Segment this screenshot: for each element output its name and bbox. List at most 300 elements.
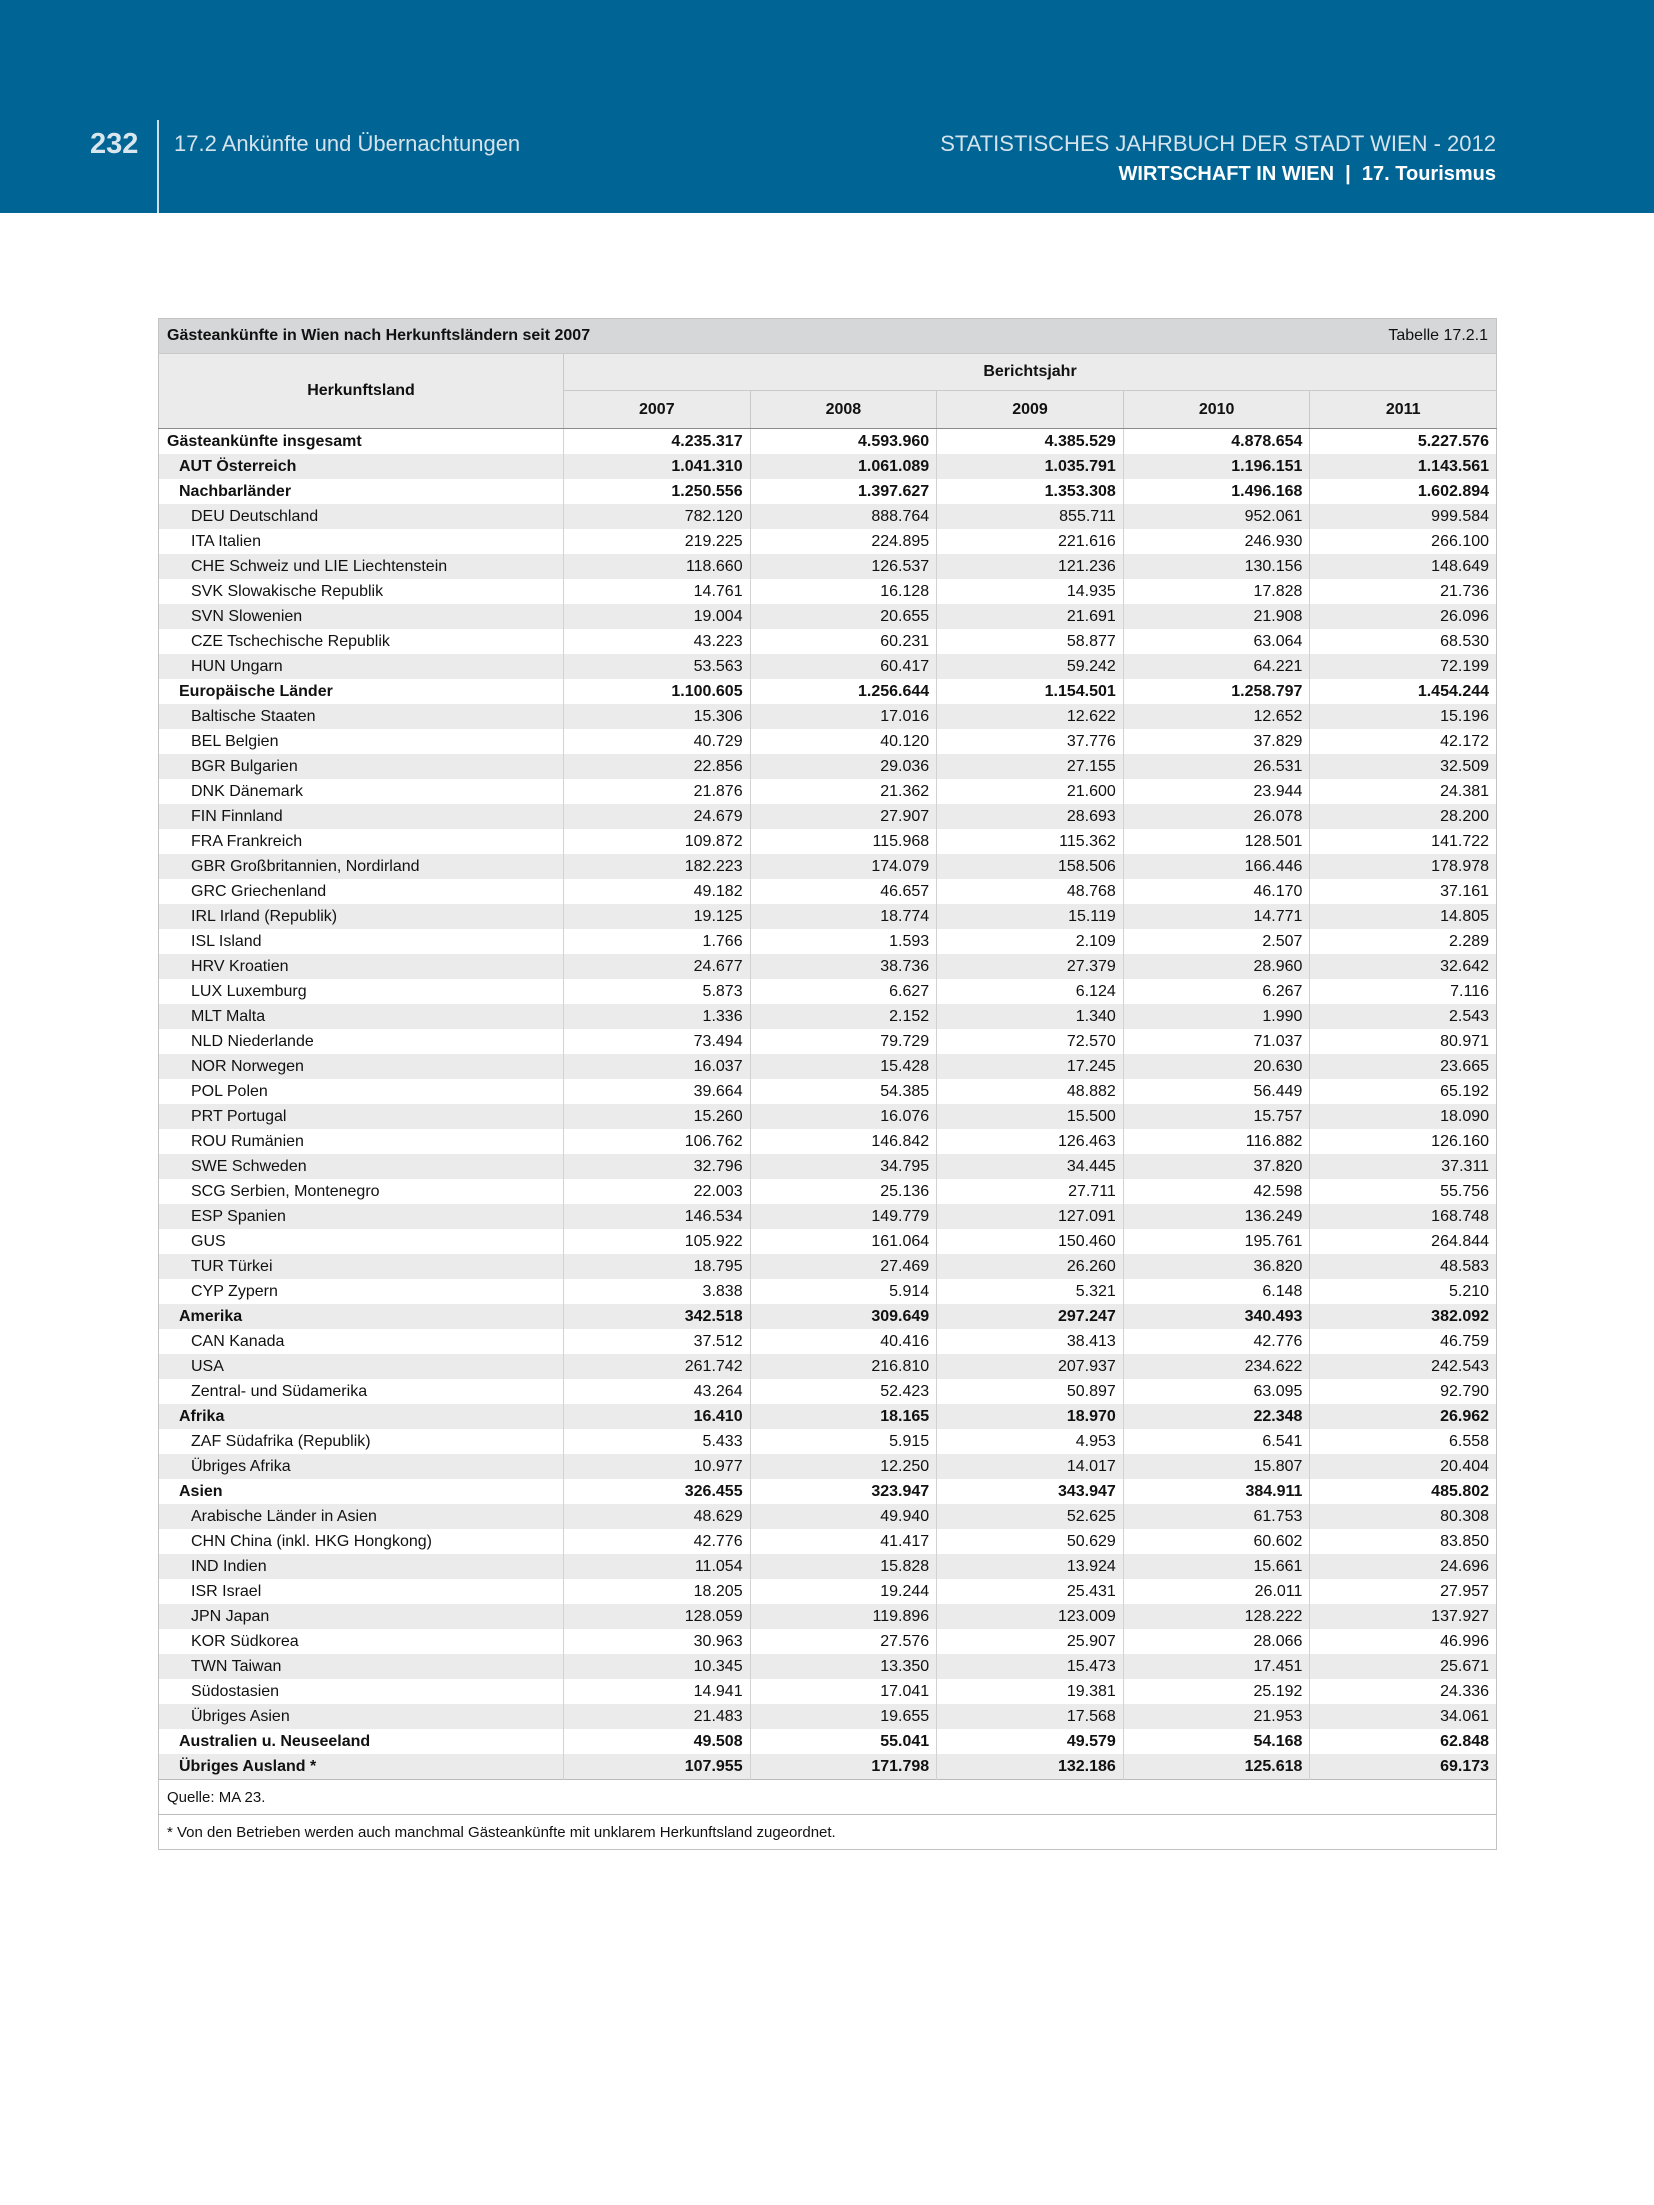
cell-value: 171.798 bbox=[750, 1754, 937, 1780]
cell-value: 309.649 bbox=[750, 1304, 937, 1329]
cell-value: 34.795 bbox=[750, 1154, 937, 1179]
footnote: * Von den Betrieben werden auch manchmal Gästeankünfte mit unklarem Herkunftsland zugeordnet. bbox=[159, 1815, 1497, 1850]
cell-value: 15.500 bbox=[937, 1104, 1124, 1129]
row-label: TWN Taiwan bbox=[159, 1654, 564, 1679]
cell-value: 37.829 bbox=[1123, 729, 1310, 754]
cell-value: 1.353.308 bbox=[937, 479, 1124, 504]
cell-value: 26.962 bbox=[1310, 1404, 1497, 1429]
row-label: ESP Spanien bbox=[159, 1204, 564, 1229]
row-label: LUX Luxemburg bbox=[191, 983, 307, 1000]
cell-value: 29.036 bbox=[750, 754, 937, 779]
cell-value: 146.842 bbox=[750, 1129, 937, 1154]
cell-value: 50.629 bbox=[937, 1529, 1124, 1554]
cell-value: 340.493 bbox=[1123, 1304, 1310, 1329]
cell-value: 5.873 bbox=[564, 979, 751, 1004]
cell-value: 13.350 bbox=[750, 1654, 937, 1679]
cell-value: 149.779 bbox=[750, 1204, 937, 1229]
cell-value: 261.742 bbox=[564, 1354, 751, 1379]
page-header bbox=[0, 0, 1654, 213]
row-label: Gästeankünfte insgesamt bbox=[167, 433, 362, 450]
footnote-row bbox=[159, 1815, 1497, 1850]
cell-value: 166.446 bbox=[1123, 854, 1310, 879]
cell-value: 1.154.501 bbox=[937, 679, 1124, 704]
cell-value: 1.602.894 bbox=[1310, 479, 1497, 504]
cell-value: 20.655 bbox=[750, 604, 937, 629]
cell-value: 27.907 bbox=[750, 804, 937, 829]
cell-value: 126.160 bbox=[1310, 1129, 1497, 1154]
cell-value: 58.877 bbox=[937, 629, 1124, 654]
cell-value: 125.618 bbox=[1123, 1754, 1310, 1780]
row-label: GBR Großbritannien, Nordirland bbox=[159, 854, 564, 879]
cell-value: 128.222 bbox=[1123, 1604, 1310, 1629]
chapter-title: WIRTSCHAFT IN WIEN | 17. Tourismus bbox=[1118, 163, 1496, 185]
row-label: KOR Südkorea bbox=[191, 1633, 299, 1650]
row-label: CAN Kanada bbox=[191, 1333, 285, 1350]
cell-value: 6.541 bbox=[1123, 1429, 1310, 1454]
row-label: POL Polen bbox=[191, 1083, 268, 1100]
table-row bbox=[159, 904, 1497, 929]
cell-value: 27.155 bbox=[937, 754, 1124, 779]
cell-value: 15.828 bbox=[750, 1554, 937, 1579]
cell-value: 43.223 bbox=[564, 629, 751, 654]
cell-value: 69.173 bbox=[1310, 1754, 1497, 1780]
cell-value: 178.978 bbox=[1310, 854, 1497, 879]
cell-value: 37.512 bbox=[564, 1329, 751, 1354]
cell-value: 2.109 bbox=[937, 929, 1124, 954]
cell-value: 64.221 bbox=[1123, 654, 1310, 679]
cell-value: 17.568 bbox=[937, 1704, 1124, 1729]
row-label: Südostasien bbox=[191, 1683, 280, 1700]
cell-value: 12.622 bbox=[937, 704, 1124, 729]
cell-value: 115.968 bbox=[750, 829, 937, 854]
cell-value: 5.433 bbox=[564, 1429, 751, 1454]
cell-value: 54.168 bbox=[1123, 1729, 1310, 1754]
cell-value: 12.652 bbox=[1123, 704, 1310, 729]
cell-value: 28.960 bbox=[1123, 954, 1310, 979]
cell-value: 16.410 bbox=[564, 1404, 751, 1429]
cell-value: 18.795 bbox=[564, 1254, 751, 1279]
row-label: CHN China (inkl. HKG Hongkong) bbox=[191, 1533, 432, 1550]
group-header-label: Berichtsjahr bbox=[564, 354, 1497, 391]
cell-value: 59.242 bbox=[937, 654, 1124, 679]
cell-value: 14.805 bbox=[1310, 904, 1497, 929]
cell-value: 1.041.310 bbox=[564, 454, 751, 479]
cell-value: 1.143.561 bbox=[1310, 454, 1497, 479]
cell-value: 40.729 bbox=[564, 729, 751, 754]
cell-value: 6.267 bbox=[1123, 979, 1310, 1004]
row-label: ITA Italien bbox=[191, 533, 261, 550]
row-label: IRL Irland (Republik) bbox=[159, 904, 564, 929]
table-row bbox=[159, 1029, 1497, 1054]
cell-value: 1.035.791 bbox=[937, 454, 1124, 479]
cell-value: 15.807 bbox=[1123, 1454, 1310, 1479]
cell-value: 109.872 bbox=[564, 829, 751, 854]
cell-value: 15.119 bbox=[937, 904, 1124, 929]
cell-value: 485.802 bbox=[1310, 1479, 1497, 1504]
cell-value: 115.362 bbox=[937, 829, 1124, 854]
table-row bbox=[159, 879, 1497, 904]
cell-value: 36.820 bbox=[1123, 1254, 1310, 1279]
table-row bbox=[159, 954, 1497, 979]
cell-value: 14.935 bbox=[937, 579, 1124, 604]
table-row bbox=[159, 1129, 1497, 1154]
publication-title: STATISTISCHES JAHRBUCH DER STADT WIEN - 2012 bbox=[940, 131, 1496, 156]
cell-value: 38.413 bbox=[937, 1329, 1124, 1354]
cell-value: 56.449 bbox=[1123, 1079, 1310, 1104]
table-row bbox=[159, 1279, 1497, 1304]
cell-value: 221.616 bbox=[937, 529, 1124, 554]
cell-value: 27.576 bbox=[750, 1629, 937, 1654]
cell-value: 2.152 bbox=[750, 1004, 937, 1029]
cell-value: 46.759 bbox=[1310, 1329, 1497, 1354]
cell-value: 207.937 bbox=[937, 1354, 1124, 1379]
table-title-row bbox=[159, 319, 1497, 354]
cell-value: 21.362 bbox=[750, 779, 937, 804]
cell-value: 27.957 bbox=[1310, 1579, 1497, 1604]
cell-value: 73.494 bbox=[564, 1029, 751, 1054]
year-header: 2007 bbox=[564, 391, 751, 429]
row-label: Australien u. Neuseeland bbox=[179, 1733, 371, 1750]
cell-value: 26.011 bbox=[1123, 1579, 1310, 1604]
table-row bbox=[159, 1679, 1497, 1704]
cell-value: 52.625 bbox=[937, 1504, 1124, 1529]
row-label: TUR Türkei bbox=[159, 1254, 564, 1279]
table-row bbox=[159, 1404, 1497, 1429]
cell-value: 63.064 bbox=[1123, 629, 1310, 654]
row-label: USA bbox=[159, 1354, 564, 1379]
cell-value: 18.774 bbox=[750, 904, 937, 929]
cell-value: 79.729 bbox=[750, 1029, 937, 1054]
cell-value: 18.165 bbox=[750, 1404, 937, 1429]
cell-value: 141.722 bbox=[1310, 829, 1497, 854]
table-row bbox=[159, 529, 1497, 554]
cell-value: 20.630 bbox=[1123, 1054, 1310, 1079]
cell-value: 42.776 bbox=[1123, 1329, 1310, 1354]
cell-value: 7.116 bbox=[1310, 979, 1497, 1004]
cell-value: 24.696 bbox=[1310, 1554, 1497, 1579]
cell-value: 126.463 bbox=[937, 1129, 1124, 1154]
cell-value: 264.844 bbox=[1310, 1229, 1497, 1254]
cell-value: 40.120 bbox=[750, 729, 937, 754]
cell-value: 1.454.244 bbox=[1310, 679, 1497, 704]
cell-value: 17.041 bbox=[750, 1679, 937, 1704]
cell-value: 50.897 bbox=[937, 1379, 1124, 1404]
cell-value: 37.820 bbox=[1123, 1154, 1310, 1179]
cell-value: 42.776 bbox=[564, 1529, 751, 1554]
cell-value: 71.037 bbox=[1123, 1029, 1310, 1054]
page-number: 232 bbox=[90, 128, 139, 160]
cell-value: 326.455 bbox=[564, 1479, 751, 1504]
cell-value: 4.953 bbox=[937, 1429, 1124, 1454]
row-label: GRC Griechenland bbox=[191, 883, 327, 900]
table-id: Tabelle 17.2.1 bbox=[1123, 319, 1496, 354]
cell-value: 150.460 bbox=[937, 1229, 1124, 1254]
cell-value: 121.236 bbox=[937, 554, 1124, 579]
table-title: Gästeankünfte in Wien nach Herkunftsländern seit 2007 bbox=[159, 319, 1124, 354]
row-label: Nachbarländer bbox=[179, 483, 292, 500]
table-row bbox=[159, 1204, 1497, 1229]
row-label: CYP Zypern bbox=[191, 1283, 278, 1300]
cell-value: 48.882 bbox=[937, 1079, 1124, 1104]
row-label: DNK Dänemark bbox=[191, 783, 304, 800]
cell-value: 384.911 bbox=[1123, 1479, 1310, 1504]
table-row bbox=[159, 679, 1497, 704]
table-row bbox=[159, 554, 1497, 579]
cell-value: 60.231 bbox=[750, 629, 937, 654]
row-label: Asien bbox=[179, 1483, 223, 1500]
cell-value: 10.345 bbox=[564, 1654, 751, 1679]
cell-value: 21.876 bbox=[564, 779, 751, 804]
row-label: IND Indien bbox=[159, 1554, 564, 1579]
cell-value: 4.385.529 bbox=[937, 429, 1124, 455]
cell-value: 26.096 bbox=[1310, 604, 1497, 629]
cell-value: 53.563 bbox=[564, 654, 751, 679]
cell-value: 4.593.960 bbox=[750, 429, 937, 455]
table-row bbox=[159, 1104, 1497, 1129]
row-label: Übriges Ausland * bbox=[159, 1754, 564, 1780]
cell-value: 1.196.151 bbox=[1123, 454, 1310, 479]
row-label: CHE Schweiz und LIE Liechtenstein bbox=[159, 554, 564, 579]
row-label: ROU Rumänien bbox=[191, 1133, 304, 1150]
cell-value: 55.756 bbox=[1310, 1179, 1497, 1204]
table-row bbox=[159, 854, 1497, 879]
source-note: Quelle: MA 23. bbox=[159, 1780, 1497, 1815]
cell-value: 14.941 bbox=[564, 1679, 751, 1704]
cell-value: 323.947 bbox=[750, 1479, 937, 1504]
cell-value: 24.677 bbox=[564, 954, 751, 979]
cell-value: 34.061 bbox=[1310, 1704, 1497, 1729]
cell-value: 1.256.644 bbox=[750, 679, 937, 704]
cell-value: 37.311 bbox=[1310, 1154, 1497, 1179]
cell-value: 16.128 bbox=[750, 579, 937, 604]
cell-value: 168.748 bbox=[1310, 1204, 1497, 1229]
cell-value: 41.417 bbox=[750, 1529, 937, 1554]
cell-value: 219.225 bbox=[564, 529, 751, 554]
cell-value: 118.660 bbox=[564, 554, 751, 579]
row-label: Afrika bbox=[159, 1404, 564, 1429]
cell-value: 27.469 bbox=[750, 1254, 937, 1279]
cell-value: 1.990 bbox=[1123, 1004, 1310, 1029]
table-row bbox=[159, 629, 1497, 654]
cell-value: 21.953 bbox=[1123, 1704, 1310, 1729]
cell-value: 15.661 bbox=[1123, 1554, 1310, 1579]
cell-value: 26.531 bbox=[1123, 754, 1310, 779]
cell-value: 23.944 bbox=[1123, 779, 1310, 804]
table-row bbox=[159, 1429, 1497, 1454]
cell-value: 855.711 bbox=[937, 504, 1124, 529]
cell-value: 15.260 bbox=[564, 1104, 751, 1129]
cell-value: 28.066 bbox=[1123, 1629, 1310, 1654]
table-row bbox=[159, 1504, 1497, 1529]
cell-value: 19.244 bbox=[750, 1579, 937, 1604]
row-label: BGR Bulgarien bbox=[159, 754, 564, 779]
cell-value: 17.245 bbox=[937, 1054, 1124, 1079]
cell-value: 54.385 bbox=[750, 1079, 937, 1104]
cell-value: 25.907 bbox=[937, 1629, 1124, 1654]
cell-value: 46.996 bbox=[1310, 1629, 1497, 1654]
cell-value: 105.922 bbox=[564, 1229, 751, 1254]
cell-value: 15.196 bbox=[1310, 704, 1497, 729]
row-label: CZE Tschechische Republik bbox=[191, 633, 390, 650]
cell-value: 52.423 bbox=[750, 1379, 937, 1404]
cell-value: 21.600 bbox=[937, 779, 1124, 804]
cell-value: 136.249 bbox=[1123, 1204, 1310, 1229]
cell-value: 37.776 bbox=[937, 729, 1124, 754]
cell-value: 23.665 bbox=[1310, 1054, 1497, 1079]
table-row bbox=[159, 979, 1497, 1004]
cell-value: 19.125 bbox=[564, 904, 751, 929]
row-label: HUN Ungarn bbox=[159, 654, 564, 679]
row-label: NOR Norwegen bbox=[159, 1054, 564, 1079]
row-label: SVK Slowakische Republik bbox=[191, 583, 384, 600]
cell-value: 342.518 bbox=[564, 1304, 751, 1329]
table-row bbox=[159, 729, 1497, 754]
row-label: FRA Frankreich bbox=[191, 833, 303, 850]
cell-value: 21.691 bbox=[937, 604, 1124, 629]
cell-value: 21.736 bbox=[1310, 579, 1497, 604]
cell-value: 1.593 bbox=[750, 929, 937, 954]
table-row bbox=[159, 929, 1497, 954]
statistics-table-container bbox=[158, 318, 1496, 1850]
cell-value: 19.655 bbox=[750, 1704, 937, 1729]
cell-value: 37.161 bbox=[1310, 879, 1497, 904]
cell-value: 1.766 bbox=[564, 929, 751, 954]
cell-value: 1.061.089 bbox=[750, 454, 937, 479]
year-header: 2008 bbox=[750, 391, 937, 429]
cell-value: 17.828 bbox=[1123, 579, 1310, 604]
cell-value: 72.199 bbox=[1310, 654, 1497, 679]
cell-value: 48.768 bbox=[937, 879, 1124, 904]
table-row bbox=[159, 1454, 1497, 1479]
cell-value: 22.856 bbox=[564, 754, 751, 779]
table-row bbox=[159, 1379, 1497, 1404]
cell-value: 888.764 bbox=[750, 504, 937, 529]
table-row bbox=[159, 829, 1497, 854]
cell-value: 15.306 bbox=[564, 704, 751, 729]
cell-value: 38.736 bbox=[750, 954, 937, 979]
cell-value: 5.210 bbox=[1310, 1279, 1497, 1304]
cell-value: 3.838 bbox=[564, 1279, 751, 1304]
table-row bbox=[159, 1554, 1497, 1579]
row-label: JPN Japan bbox=[159, 1604, 564, 1629]
cell-value: 28.200 bbox=[1310, 804, 1497, 829]
cell-value: 48.583 bbox=[1310, 1254, 1497, 1279]
table-row bbox=[159, 1229, 1497, 1254]
cell-value: 5.915 bbox=[750, 1429, 937, 1454]
cell-value: 27.711 bbox=[937, 1179, 1124, 1204]
cell-value: 24.381 bbox=[1310, 779, 1497, 804]
cell-value: 5.227.576 bbox=[1310, 429, 1497, 455]
row-header-label: Herkunftsland bbox=[159, 354, 564, 429]
cell-value: 17.451 bbox=[1123, 1654, 1310, 1679]
cell-value: 174.079 bbox=[750, 854, 937, 879]
source-row bbox=[159, 1780, 1497, 1815]
cell-value: 80.971 bbox=[1310, 1029, 1497, 1054]
row-label: BEL Belgien bbox=[191, 733, 279, 750]
table-row bbox=[159, 1579, 1497, 1604]
table-row bbox=[159, 779, 1497, 804]
table-row bbox=[159, 1754, 1497, 1780]
row-label: AUT Österreich bbox=[159, 454, 564, 479]
row-label: Europäische Länder bbox=[179, 683, 333, 700]
cell-value: 1.340 bbox=[937, 1004, 1124, 1029]
cell-value: 15.473 bbox=[937, 1654, 1124, 1679]
row-label: Baltische Staaten bbox=[159, 704, 564, 729]
table-row bbox=[159, 1729, 1497, 1754]
cell-value: 30.963 bbox=[564, 1629, 751, 1654]
year-header: 2009 bbox=[937, 391, 1124, 429]
cell-value: 14.017 bbox=[937, 1454, 1124, 1479]
cell-value: 158.506 bbox=[937, 854, 1124, 879]
table-row bbox=[159, 754, 1497, 779]
cell-value: 21.908 bbox=[1123, 604, 1310, 629]
cell-value: 72.570 bbox=[937, 1029, 1124, 1054]
table-row bbox=[159, 1179, 1497, 1204]
table-row bbox=[159, 1604, 1497, 1629]
cell-value: 4.878.654 bbox=[1123, 429, 1310, 455]
cell-value: 22.003 bbox=[564, 1179, 751, 1204]
table-row bbox=[159, 1154, 1497, 1179]
cell-value: 6.558 bbox=[1310, 1429, 1497, 1454]
cell-value: 49.508 bbox=[564, 1729, 751, 1754]
row-label: PRT Portugal bbox=[159, 1104, 564, 1129]
cell-value: 2.543 bbox=[1310, 1004, 1497, 1029]
cell-value: 32.642 bbox=[1310, 954, 1497, 979]
cell-value: 123.009 bbox=[937, 1604, 1124, 1629]
table-row bbox=[159, 1079, 1497, 1104]
cell-value: 32.796 bbox=[564, 1154, 751, 1179]
cell-value: 182.223 bbox=[564, 854, 751, 879]
cell-value: 46.170 bbox=[1123, 879, 1310, 904]
section-title: 17.2 Ankünfte und Übernachtungen bbox=[174, 131, 521, 156]
cell-value: 55.041 bbox=[750, 1729, 937, 1754]
cell-value: 61.753 bbox=[1123, 1504, 1310, 1529]
row-label: Zentral- und Südamerika bbox=[191, 1383, 368, 1400]
cell-value: 132.186 bbox=[937, 1754, 1124, 1780]
row-label: SCG Serbien, Montenegro bbox=[191, 1183, 380, 1200]
row-label: NLD Niederlande bbox=[191, 1033, 314, 1050]
row-label: Amerika bbox=[159, 1304, 564, 1329]
cell-value: 782.120 bbox=[564, 504, 751, 529]
cell-value: 49.182 bbox=[564, 879, 751, 904]
cell-value: 24.679 bbox=[564, 804, 751, 829]
cell-value: 19.004 bbox=[564, 604, 751, 629]
table-row bbox=[159, 1329, 1497, 1354]
table-row bbox=[159, 1054, 1497, 1079]
cell-value: 15.757 bbox=[1123, 1104, 1310, 1129]
cell-value: 26.078 bbox=[1123, 804, 1310, 829]
cell-value: 137.927 bbox=[1310, 1604, 1497, 1629]
table-row bbox=[159, 704, 1497, 729]
cell-value: 246.930 bbox=[1123, 529, 1310, 554]
cell-value: 12.250 bbox=[750, 1454, 937, 1479]
statistics-table bbox=[158, 318, 1497, 1850]
cell-value: 952.061 bbox=[1123, 504, 1310, 529]
cell-value: 2.289 bbox=[1310, 929, 1497, 954]
cell-value: 128.059 bbox=[564, 1604, 751, 1629]
cell-value: 6.124 bbox=[937, 979, 1124, 1004]
row-label: SVN Slowenien bbox=[159, 604, 564, 629]
cell-value: 297.247 bbox=[937, 1304, 1124, 1329]
cell-value: 60.417 bbox=[750, 654, 937, 679]
year-header: 2010 bbox=[1123, 391, 1310, 429]
row-label: Arabische Länder in Asien bbox=[159, 1504, 564, 1529]
cell-value: 40.416 bbox=[750, 1329, 937, 1354]
cell-value: 13.924 bbox=[937, 1554, 1124, 1579]
cell-value: 39.664 bbox=[564, 1079, 751, 1104]
cell-value: 25.192 bbox=[1123, 1679, 1310, 1704]
cell-value: 49.579 bbox=[937, 1729, 1124, 1754]
